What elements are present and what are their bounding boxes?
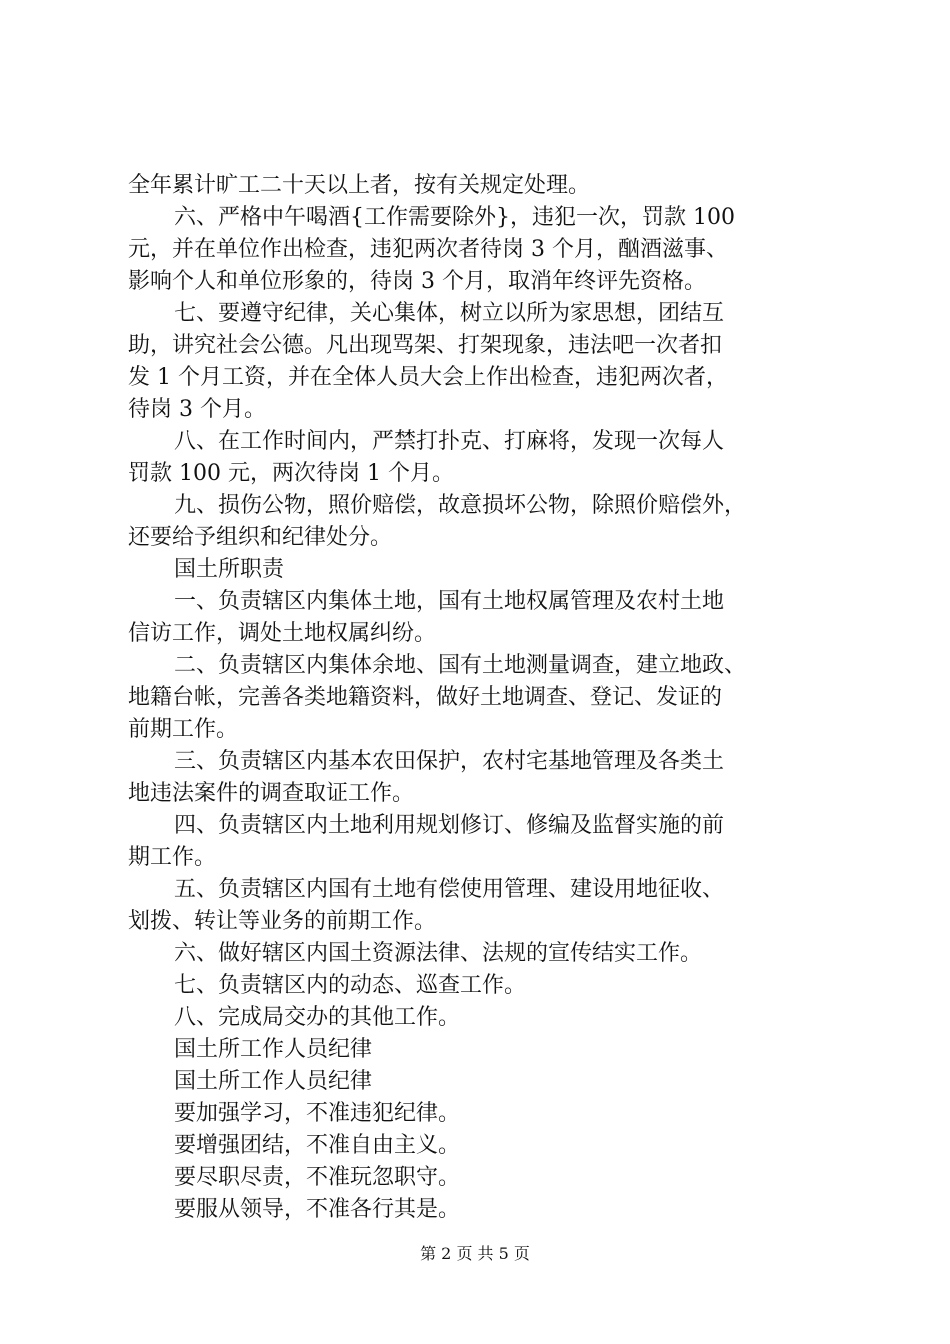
text-line: 一、负责辖区内集体土地，国有土地权属管理及农村土地 — [174, 589, 725, 614]
text-line: 国土所工作人员纪律 — [174, 1069, 373, 1094]
text-line: 待岗 3 个月。 — [128, 397, 266, 422]
text-line: 要增强团结，不准自由主义。 — [174, 1133, 461, 1158]
text-line: 七、要遵守纪律，关心集体，树立以所为家思想，团结互 — [174, 301, 725, 326]
text-line: 地籍台帐，完善各类地籍资料，做好土地调查、登记、发证的 — [128, 685, 723, 710]
page-footer: 第 2 页 共 5 页 — [420, 1244, 530, 1263]
text-line: 八、完成局交办的其他工作。 — [174, 1005, 461, 1030]
text-line: 四、负责辖区内土地利用规划修订、修编及监督实施的前 — [174, 813, 725, 838]
text-line: 期工作。 — [128, 845, 217, 870]
text-line: 地违法案件的调查取证工作。 — [128, 781, 415, 806]
text-line: 全年累计旷工二十天以上者，按有关规定处理。 — [128, 173, 591, 198]
text-line: 五、负责辖区内国有土地有偿使用管理、建设用地征收、 — [174, 877, 725, 902]
text-line: 二、负责辖区内集体余地、国有土地测量调查，建立地政、 — [174, 653, 747, 678]
text-line: 六、严格中午喝酒{工作需要除外}，违犯一次，罚款 100 — [174, 205, 735, 230]
text-line: 信访工作，调处土地权属纠纷。 — [128, 621, 437, 646]
text-line: 要服从领导，不准各行其是。 — [174, 1197, 461, 1222]
text-line: 六、做好辖区内国土资源法律、法规的宣传结实工作。 — [174, 941, 703, 966]
text-line: 前期工作。 — [128, 717, 239, 742]
text-line: 国土所工作人员纪律 — [174, 1037, 373, 1062]
text-line: 七、负责辖区内的动态、巡查工作。 — [174, 973, 527, 998]
text-line: 国土所职责 — [174, 557, 285, 582]
text-line: 影响个人和单位形象的，待岗 3 个月，取消年终评先资格。 — [128, 269, 706, 294]
text-line: 助，讲究社会公德。凡出现骂架、打架现象，违法吧一次者扣 — [128, 333, 723, 358]
text-line: 要加强学习，不准违犯纪律。 — [174, 1101, 461, 1126]
document-body — [128, 170, 833, 1226]
text-line: 划拨、转让等业务的前期工作。 — [128, 909, 437, 934]
text-line: 元，并在单位作出检查，违犯两次者待岗 3 个月，酗酒滋事、 — [128, 237, 728, 262]
text-line: 发 1 个月工资，并在全体人员大会上作出检查，违犯两次者， — [128, 365, 728, 390]
text-line: 要尽职尽责，不准玩忽职守。 — [174, 1165, 461, 1190]
text-line: 八、在工作时间内，严禁打扑克、打麻将，发现一次每人 — [174, 429, 725, 454]
text-line: 三、负责辖区内基本农田保护，农村宅基地管理及各类土 — [174, 749, 725, 774]
text-line: 还要给予组织和纪律处分。 — [128, 525, 393, 550]
text-line: 九、损伤公物，照价赔偿，故意损坏公物，除照价赔偿外， — [174, 493, 747, 518]
text-line: 罚款 100 元，两次待岗 1 个月。 — [128, 461, 454, 486]
